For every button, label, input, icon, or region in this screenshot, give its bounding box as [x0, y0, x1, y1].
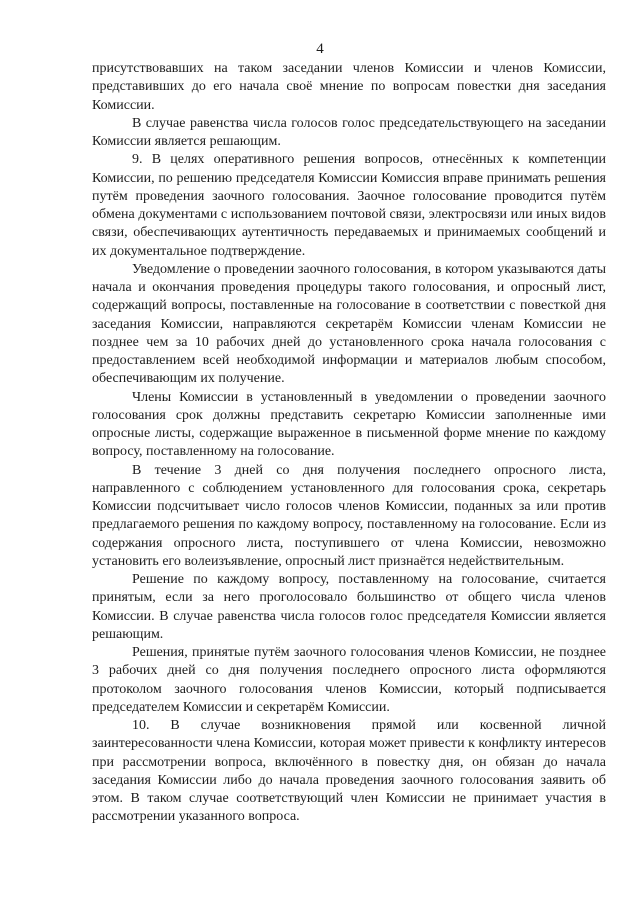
- page-number: 4: [316, 41, 324, 57]
- paragraph-decision-adopted: Решение по каждому вопросу, поставленному на голосование, считается принятым, если за него проголосовало большинство от общего числа членов Комиссии. В случае равенства числа голосов голос председателя Комиссии является решающим.: [92, 572, 606, 642]
- paragraph-item-9: 9. В целях оперативного решения вопросов, отнесённых к компетенции Комиссии, по решению председателя Комиссии Комиссия вправе принимать решения путём проведения заочного голосования. Заочное голосование проводится путём обмена документами с использованием почтовой связи, электросвязи или иных видов связи, обеспечивающих аутентичность передаваемых и принимаемых сообщений и их документальное подтверждение.: [92, 152, 606, 259]
- paragraph-notice: Уведомление о проведении заочного голосования, в котором указываются даты начала и окончания проведения процедуры такого голосования, и опросный лист, содержащий вопросы, поставленные на голосование в соответствии с повесткой дня заседания Комиссии, направляются секретарём Комиссии членам Комиссии не позднее чем за 10 рабочих дней до установленного срока начала голосования с предоставлением всей необходимой информации и материалов любым способом, обеспечивающим их получение.: [92, 261, 606, 387]
- paragraph-item-10: 10. В случае возникновения прямой или косвенной личной заинтересованности члена Комиссии, которая может привести к конфликту интересов при рассмотрении вопроса, включённого в повестку дня, он обязан до начала заседания Комиссии либо до начала проведения заочного голосования заявить об этом. В таком случае соответствующий член Комиссии не принимает участия в рассмотрении указанного вопроса.: [92, 718, 606, 825]
- paragraph-chair-tiebreak: В случае равенства числа голосов голос председательствующего на заседании Комиссии является решающим.: [92, 115, 606, 149]
- document-body: [92, 60, 606, 827]
- paragraph-vote-count: В течение 3 дней со дня получения последнего опросного листа, направленного с соблюдением установленного для голосования срока, секретарь Комиссии подсчитывает число голосов членов Комиссии, поданных за или против предлагаемого решения по каждому вопросу, поставленному на голосование. Если из содержания опросного листа, поступившего от члена Комиссии, невозможно установить его волеизъявление, опросный лист признаётся недействительным.: [92, 462, 606, 569]
- paragraph-continuation: присутствовавших на таком заседании членов Комиссии и членов Комиссии, представивших до его начала своё мнение по вопросам повестки дня заседания Комиссии.: [92, 61, 606, 113]
- paragraph-members-ballots: Члены Комиссии в установленный в уведомлении о проведении заочного голосования срок должны представить секретарю Комиссии заполненные ими опросные листы, содержащие выраженное в письменной форме мнение по каждому вопросу, поставленному на голосование.: [92, 389, 606, 460]
- paragraph-protocol: Решения, принятые путём заочного голосования членов Комиссии, не позднее 3 рабочих дней со дня получения последнего опросного листа оформляются протоколом заочного голосования членов Комиссии, который подписывается председателем Комиссии и секретарём Комиссии.: [92, 645, 606, 715]
